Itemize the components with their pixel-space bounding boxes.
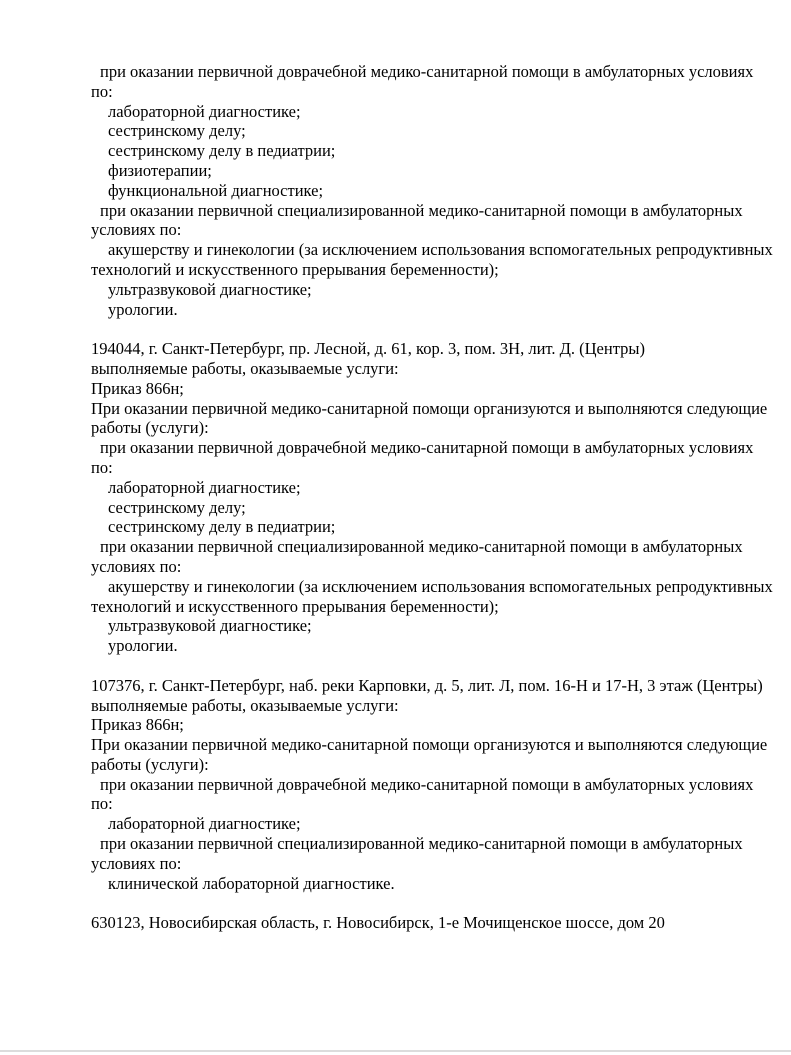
section-address-karpovki [91, 676, 771, 894]
text-line: при оказании первичной специализированной медико-санитарной помощи в амбулаторных [100, 834, 743, 854]
text-line: работы (услуги): [91, 754, 209, 774]
text-line: При оказании первичной медико-санитарной помощи организуются и выполняются следующие [91, 398, 768, 418]
section-address-novosibirsk [91, 913, 771, 933]
text-line: Приказ 866н; [91, 378, 184, 398]
text-line: сестринскому делу; [108, 497, 246, 517]
text-line: технологий и искусственного прерывания беременности); [91, 596, 499, 616]
text-line: технологий и искусственного прерывания беременности); [91, 259, 499, 279]
text-line: 194044, г. Санкт-Петербург, пр. Лесной, д. 61, кор. 3, пом. 3Н, лит. Д. (Центры) [91, 339, 645, 359]
text-line: выполняемые работы, оказываемые услуги: [91, 695, 399, 715]
text-line: выполняемые работы, оказываемые услуги: [91, 358, 399, 378]
text-line: функциональной диагностике; [108, 180, 324, 200]
text-line: При оказании первичной медико-санитарной помощи организуются и выполняются следующие [91, 735, 768, 755]
text-line: условиях по: [91, 556, 182, 576]
text-line: при оказании первичной доврачебной медико-санитарной помощи в амбулаторных условиях [100, 774, 754, 794]
text-line: сестринскому делу в педиатрии; [108, 517, 336, 537]
document-content [91, 62, 771, 933]
text-line: Приказ 866н; [91, 715, 184, 735]
text-line: условиях по: [91, 220, 182, 240]
text-line: лабораторной диагностике; [108, 814, 301, 834]
text-line: акушерству и гинекологии (за исключением использования вспомогательных репродуктивных [108, 240, 773, 260]
section-address-lesnoy [91, 339, 771, 656]
text-line: условиях по: [91, 853, 182, 873]
text-line: при оказании первичной доврачебной медико-санитарной помощи в амбулаторных условиях [100, 62, 754, 81]
text-line: 630123, Новосибирская область, г. Новосибирск, 1-е Мочищенское шоссе, дом 20 [91, 913, 665, 933]
text-line: лабораторной диагностике; [108, 477, 301, 497]
text-line: 107376, г. Санкт-Петербург, наб. реки Карповки, д. 5, лит. Л, пом. 16-Н и 17-Н, 3 этаж (Центры) [91, 675, 763, 695]
horizontal-rule [0, 1050, 791, 1052]
text-line: работы (услуги): [91, 418, 209, 438]
text-line: по: [91, 794, 113, 814]
text-line: урологии. [108, 636, 178, 656]
text-line: по: [91, 457, 113, 477]
text-line: сестринскому делу в педиатрии; [108, 141, 336, 161]
text-line: по: [91, 81, 113, 101]
text-line: при оказании первичной специализированной медико-санитарной помощи в амбулаторных [100, 200, 743, 220]
text-line: урологии. [108, 299, 178, 319]
text-line: ультразвуковой диагностике; [108, 616, 312, 636]
text-line: клинической лабораторной диагностике. [108, 873, 395, 893]
text-line: при оказании первичной специализированной медико-санитарной помощи в амбулаторных [100, 537, 743, 557]
text-line: физиотерапии; [108, 160, 212, 180]
text-line: при оказании первичной доврачебной медико-санитарной помощи в амбулаторных условиях [100, 438, 754, 458]
text-line: ультразвуковой диагностике; [108, 279, 312, 299]
text-line: акушерству и гинекологии (за исключением использования вспомогательных репродуктивных [108, 576, 773, 596]
section-services-continued [91, 62, 771, 319]
text-line: лабораторной диагностике; [108, 101, 301, 121]
text-line: сестринскому делу; [108, 121, 246, 141]
